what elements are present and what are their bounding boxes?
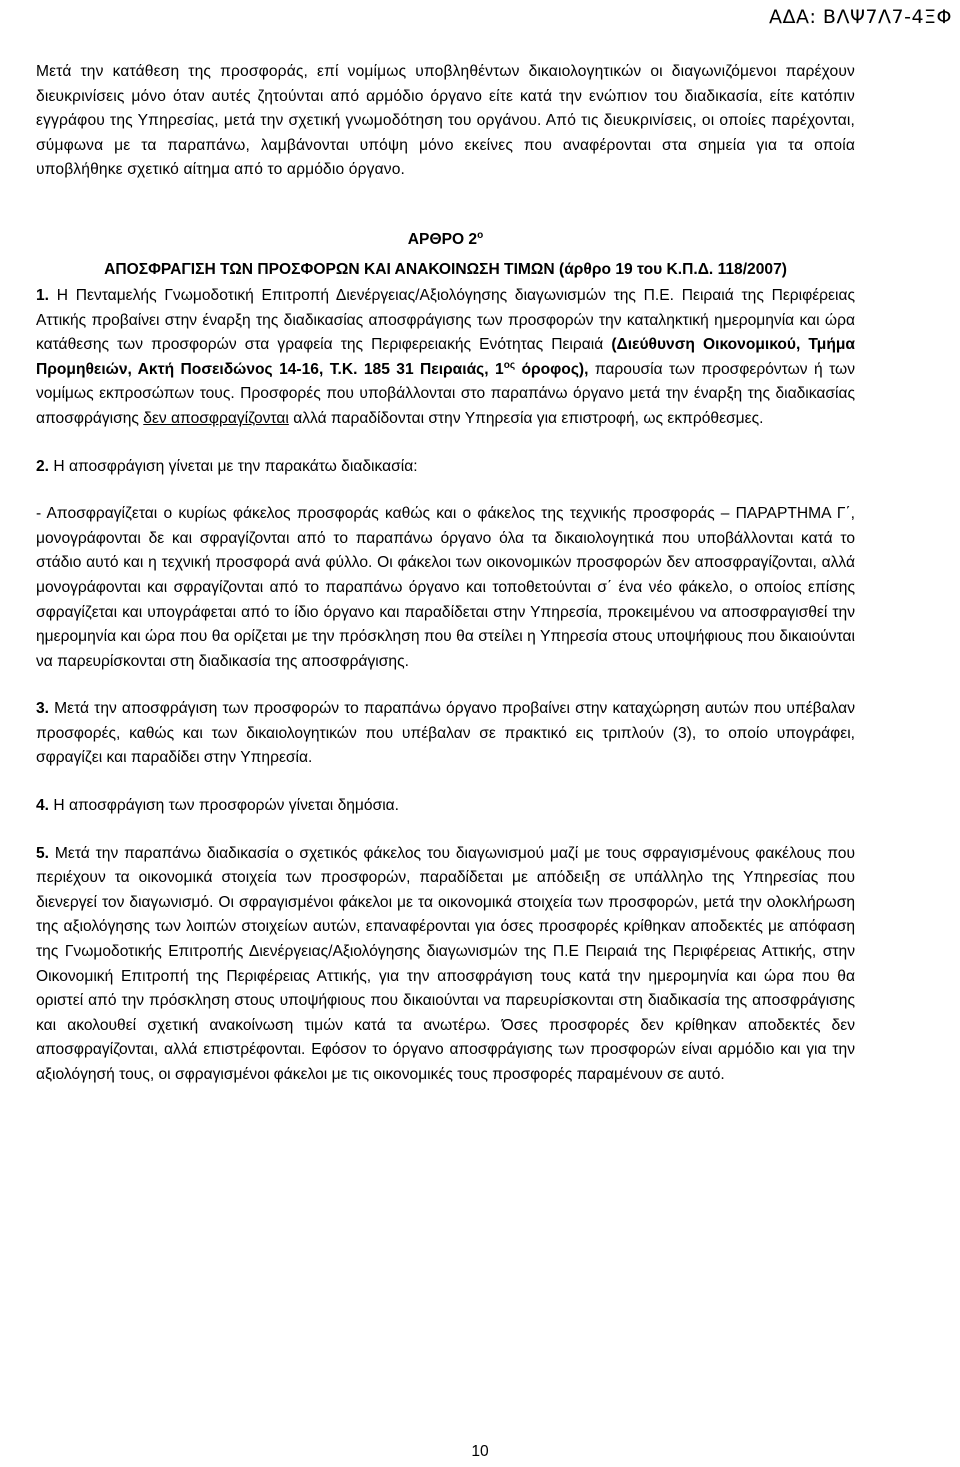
section-1-floor-superscript: ος <box>503 359 516 371</box>
section-1-underlined: δεν αποσφραγίζονται <box>143 409 289 427</box>
section-1-address-bold: (Διεύθυνση Οικονομικού, Τμήμα Προμηθειών, Ακτή Ποσειδώνος 14-16, Τ.Κ. 185 31 Πειραιάς, $1^{o\varsigma}$ όροφος), <box>36 336 855 378</box>
section-2-intro <box>36 455 855 480</box>
section-1-text-c: αλλά παραδίδονται στην Υπηρεσία για επιστροφή, ως εκπρόθεσμες. <box>288 409 764 427</box>
section-5-number: 5. <box>36 844 50 862</box>
section-4-text: Η αποσφράγιση των προσφορών γίνεται δημόσια. <box>49 797 400 815</box>
article-subtitle: ΑΠΟΣΦΡΑΓΙΣΗ ΤΩΝ ΠΡΟΣΦΟΡΩΝ ΚΑΙ ΑΝΑΚΟΙΝΩΣΗ ΤΙΜΩΝ (άρθρο 19 του Κ.Π.Δ. 118/2007) <box>104 260 787 278</box>
section-2-bullet: - Αποσφραγίζεται ο κυρίως φάκελος προσφοράς καθώς και ο φάκελος της τεχνικής προσφοράς – ΠΑΡΑΡΤΗΜΑ Γ΄, μονογράφονται δε και σφραγίζονται από το παραπάνω όργανο όλα τα δικαιολογητικά που υποβάλλονται κατά το στάδιο αυτό και η τεχνική προσφορά ανά φύλλο. Οι φάκελοι των οικονομικών προσφορών δεν αποσφραγίζονται, αλλά μονογράφονται και σφραγίζονται από το παραπάνω όργανο και τοποθετούνται σ΄ ένα νέο φάκελο, ο οποίος επίσης σφραγίζεται και υπογράφεται από το ίδιο όργανο και παραδίδεται στην Υπηρεσία, προκειμένου να αποσφραγισθεί την ημερομηνία και ώρα που θα ορίζεται με την πρόσκληση που θα στείλει η Υπηρεσία στους υποψήφιους που δικαιούνται να παρευρίσκονται στη διαδικασία της αποσφράγισης. <box>36 505 855 670</box>
ada-code: ΑΔΑ: ΒΛΨ7Λ7-4ΞΦ <box>769 6 952 28</box>
section-2-number: 2. <box>36 457 50 475</box>
page-number: 10 <box>471 1443 489 1460</box>
section-3-number: 3. <box>36 700 50 718</box>
intro-paragraph: Μετά την κατάθεση της προσφοράς, επί νομίμως υποβληθέντων δικαιολογητικών οι διαγωνιζόμενοι παρέχουν διευκρινίσεις μόνο όταν αυτές ζητούνται από αρμόδιο όργανο είτε κατά την ενώπιον του διαδικασία, είτε κατόπιν εγγράφου της Υπηρεσίας, μετά την σχετική γνωμοδότηση του οργάνου. Από τις διευκρινίσεις, οι οποίες παρέχονται, σύμφωνα με τα παραπάνω, λαμβάνονται υπόψη μόνο εκείνες που αναφέρονται στα σημεία για τα οποία υποβλήθηκε σχετικό αίτημα από το αρμόδιο όργανο. <box>36 63 855 179</box>
document-page <box>36 60 855 1088</box>
section-4 <box>36 794 855 819</box>
section-3-text: Μετά την αποσφράγιση των προσφορών το παραπάνω όργανο προβαίνει στην καταχώρηση αυτών που υπέβαλαν προσφορές, καθώς και των δικαιολογητικών που υπέβαλαν σε πρακτικό εις τριπλούν (3), το οποίο υπογράφει, σφραγίζει και παραδίδει στην Υπηρεσία. <box>36 700 855 767</box>
section-1-text-a: Η Πενταμελής Γνωμοδοτική Επιτροπή Διενέργειας/Αξιολόγησης διαγωνισμών της Π.Ε. Πειραιά της Περιφέρειας Αττικής προβαίνει στην έναρξη της διαδικασίας αποσφράγισης των προσφορών την καταληκτική ημερομηνία και ώρα κατάθεσης των προσφορών στα γραφεία της Περιφερειακής Ενότητας Πειραιά <box>36 286 855 354</box>
section-1 <box>36 284 855 432</box>
section-5-text: Μετά την παραπάνω διαδικασία ο σχετικός φάκελος του διαγωνισμού μαζί με τους σφραγισμένους φακέλους που περιέχουν τα οικονομικά στοιχεία των προσφορών, παραδίδεται με απόδειξη σε υπάλληλο της Υπηρεσίας που διενεργεί τον διαγωνισμό. Οι σφραγισμένοι φάκελοι με τα οικονομικά στοιχεία των προσφορών, μετά την ολοκλήρωση της αξιολόγησης των λοιπών στοιχείων αυτών, επαναφέρονται για όσες προσφορές κρίθηκαν αποδεκτές με απόφαση της Γνωμοδοτικής Επιτροπής Διενέργειας/Αξιολόγησης διαγωνισμών της Π.Ε Πειραιά της Περιφέρειας Αττικής, στην Οικονομική Επιτροπή της Περιφέρειας Αττικής, για την αποσφράγιση τους κατά την ημερομηνία και ώρα που θα οριστεί από την πρόσκληση στους υποψήφιους που δικαιούνται να παρευρίσκονται στη διαδικασία της αποσφράγισης και ακολουθεί σχετική ανακοίνωση τιμών κατά τα ανωτέρω. Όσες προσφορές δεν κρίθηκαν αποδεκτές δεν αποσφραγίζονται, αλλά επιστρέφονται. Εφόσον το όργανο αποσφράγισης των προσφορών είναι αρμόδιο και για την αξιολόγησή τους, οι σφραγισμένοι φάκελοι με τις οικονομικές τους προσφορές παραμένουν σε αυτό. <box>36 844 855 1083</box>
article-title-text: ΑΡΘΡΟ 2 <box>407 230 478 248</box>
section-4-number: 4. <box>36 797 50 815</box>
article-title-superscript: ο <box>477 229 484 241</box>
section-1-text-b: παρουσία των προσφερόντων ή των νομίμως εκπροσώπων τους. Προσφορές που υποβάλλονται στο παραπάνω όργανο μετά την έναρξη της διαδικασίας αποσφράγισης <box>36 360 856 427</box>
section-1-number: 1. <box>36 286 50 304</box>
section-3 <box>36 697 855 771</box>
section-2-text: Η αποσφράγιση γίνεται με την παρακάτω διαδικασία: <box>49 457 418 475</box>
article-title <box>36 228 855 252</box>
section-5 <box>36 842 855 1088</box>
